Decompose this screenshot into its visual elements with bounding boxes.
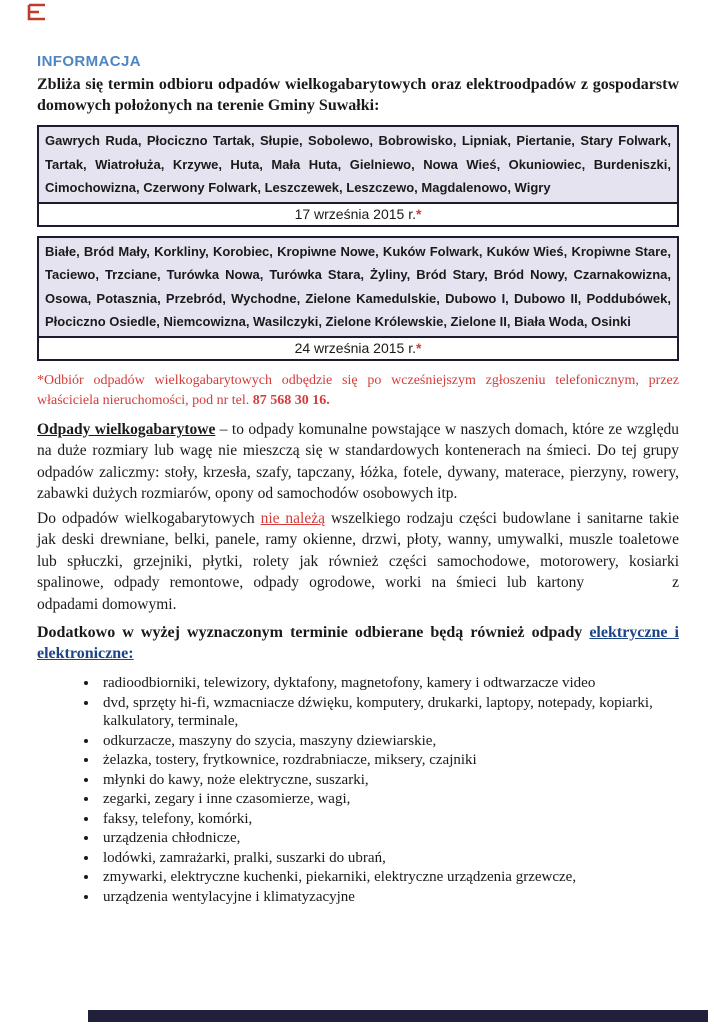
list-item: • zmywarki, elektryczne kuchenki, piekarniki, elektryczne urządzenia grzewcze, — [99, 868, 679, 887]
phone-note — [37, 371, 679, 411]
list-item: • odkurzacze, maszyny do szycia, maszyny dziewiarskie, — [99, 732, 679, 751]
intro-paragraph: Zbliża się termin odbioru odpadów wielkogabarytowych oraz elektroodpadów z gospodarstw domowych położonych na terenie Gminy Suwałki: — [37, 76, 679, 114]
list-item: • faksy, telefony, komórki, — [99, 810, 679, 829]
list-item: • urządzenia chłodnicze, — [99, 829, 679, 848]
date-text: 24 września 2015 r. — [294, 339, 416, 356]
villages-cell-2: Białe, Bród Mały, Korkliny, Korobiec, Kropiwne Nowe, Kuków Folwark, Kuków Wieś, Kropiwne Stare, Taciewo, Trzciane, Turówka Nowa, Turówka Stara, Żyliny, Bród Stary, Bród Nowy, Czarnakowizna, Osowa, Potasznia, Przebród, Wychodne, Zielone Kamedulskie, Dubowo I, Dubowo II, Poddubówek, Płociczno Osiedle, Niemcowizna, Wasilczyki, Zielone Królewskie, Zielone II, Biała Woda, Osinki — [38, 237, 678, 337]
phone-note-text: *Odbiór odpadów wielkogabarytowych odbędzie się po wcześniejszym zgłoszeniu telefonicznym, przez właściciela nieruchomości, pod nr tel. — [37, 372, 679, 408]
bulky-waste-definition: – to odpady komunalne powstające w naszych domach, które ze względu na duże rozmiary lub wagę nie mieszczą się w standardowych kontenerach na śmieci. Do tej grupy odpadów zaliczmy: stoły, krzesła, szafy, tapczany, łóżka, fotele, dywany, materace, pierzyny, rowery, zabawki dużych rozmiarów, opony od samochodów osobowych itp. — [37, 420, 679, 502]
electro-items-list — [37, 674, 679, 906]
list-item: • dvd, sprzęty hi-fi, wzmacniacze dźwięku, komputery, drukarki, laptopy, notepady, kopiarki, kalkulatory, terminale, — [99, 694, 679, 731]
electro-heading-text: Dodatkowo w wyżej wyznaczonym terminie odbierane będą również odpady — [37, 624, 590, 641]
page-title: INFORMACJA — [37, 53, 141, 70]
phone-number: 87 568 30 16. — [252, 392, 330, 408]
date-text: 17 września 2015 r. — [294, 205, 416, 222]
document-page — [37, 0, 679, 907]
excluded-waste-paragraph — [37, 508, 679, 616]
date-cell-1 — [38, 203, 678, 226]
date-asterisk: * — [415, 339, 422, 356]
list-item: • zegarki, zegary i inne czasomierze, wagi, — [99, 790, 679, 809]
collection-table-2 — [37, 236, 679, 361]
table-row — [38, 237, 678, 337]
table-row — [38, 126, 678, 203]
list-item: • żelazka, tostery, frytkownice, rozdrabniacze, miksery, czajniki — [99, 751, 679, 770]
list-item: • młynki do kawy, noże elektryczne, suszarki, — [99, 771, 679, 790]
electro-link[interactable]: elektryczne i elektroniczne: — [37, 624, 680, 662]
excluded-tail: z odpadami domowymi. — [37, 574, 679, 613]
table-row — [38, 203, 678, 226]
list-item: • urządzenia wentylacyjne i klimatyzacyjne — [99, 888, 679, 907]
table-row — [38, 337, 678, 360]
next-page-table-edge — [88, 1010, 708, 1022]
bulky-waste-paragraph — [37, 419, 679, 505]
date-cell-2 — [38, 337, 678, 360]
electro-heading — [37, 622, 679, 664]
list-item: • lodówki, zamrażarki, pralki, suszarki do ubrań, — [99, 849, 679, 868]
date-asterisk: * — [415, 205, 422, 222]
collection-table-1 — [37, 125, 679, 227]
excluded-before: Do odpadów wielkogabarytowych — [37, 509, 261, 527]
villages-cell-1: Gawrych Ruda, Płociczno Tartak, Słupie, Sobolewo, Bobrowisko, Lipniak, Piertanie, Stary Folwark, Tartak, Wiatrołuża, Krzywe, Huta, Mała Huta, Gielniewo, Nowa Wieś, Okuniowiec, Burdeniszki, Cimochowizna, Czerwony Folwark, Leszczewek, Leszczewo, Magdalenowo, Wigry — [38, 126, 678, 203]
list-item: • radioodbiorniki, telewizory, dyktafony, magnetofony, kamery i odtwarzacze video — [99, 674, 679, 693]
not-included-highlight: nie należą — [260, 509, 326, 527]
bulky-waste-term: Odpady wielkogabarytowe — [37, 420, 216, 438]
excluded-after: wszelkiego rodzaju części budowlane i sanitarne takie jak deski drewniane, belki, panele, ramy okienne, drzwi, płoty, wanny, umywalki, muszle toaletowe lub spłuczki, grzejniki, płytki, rolety jak również części samochodowe, motorowery, kosiarki spalinowe, odpady remontowe, odpady ogrodowe, worki na śmieci lub kartony — [37, 509, 679, 591]
